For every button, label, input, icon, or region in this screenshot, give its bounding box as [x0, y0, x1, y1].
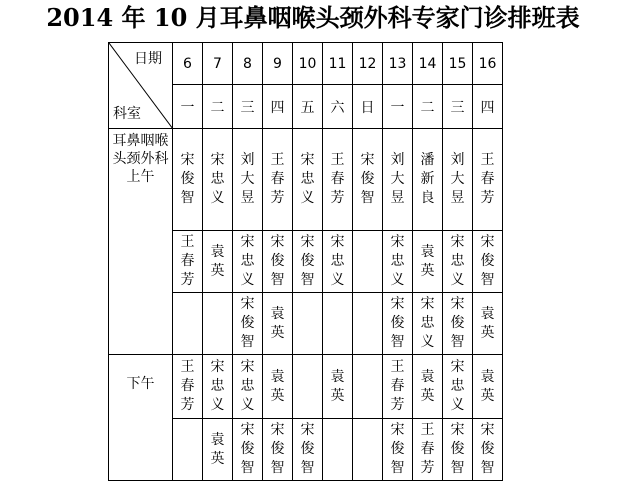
doctor-name: 王春芳 — [420, 422, 435, 476]
doctor-name: 宋忠义 — [390, 234, 405, 288]
doctor-cell — [473, 419, 503, 481]
weekday-cell: 四 — [263, 85, 293, 129]
doctor-name: 宋忠义 — [450, 359, 465, 413]
doctor-cell — [323, 419, 353, 481]
doctor-name: 宋忠义 — [210, 359, 225, 413]
doctor-name: 袁英 — [480, 368, 495, 404]
doctor-name: 宋俊智 — [300, 234, 315, 288]
date-cell: 12 — [353, 43, 383, 85]
doctor-name: 王春芳 — [330, 152, 345, 206]
doctor-cell — [203, 129, 233, 231]
doctor-cell — [293, 231, 323, 293]
doctor-cell — [173, 293, 203, 355]
doctor-name: 宋俊智 — [270, 234, 285, 288]
weekday-cell: 六 — [323, 85, 353, 129]
doctor-name: 宋俊智 — [390, 422, 405, 476]
doctor-cell — [203, 355, 233, 419]
doctor-name: 宋忠义 — [420, 296, 435, 350]
doctor-name: 宋俊智 — [480, 234, 495, 288]
date-cell: 14 — [413, 43, 443, 85]
doctor-name: 宋俊智 — [360, 152, 375, 206]
doctor-cell — [473, 293, 503, 355]
doctor-cell — [203, 419, 233, 481]
doctor-name: 宋俊智 — [450, 296, 465, 350]
weekday-cell: 二 — [413, 85, 443, 129]
doctor-cell — [383, 419, 413, 481]
doctor-name: 宋忠义 — [240, 359, 255, 413]
doctor-name: 袁英 — [210, 431, 225, 467]
dept-label-morning: 耳鼻咽喉头颈外科上午 — [112, 133, 169, 185]
doctor-cell — [353, 419, 383, 481]
date-cell: 10 — [293, 43, 323, 85]
doctor-cell — [173, 355, 203, 419]
doctor-cell — [353, 293, 383, 355]
doctor-name: 王春芳 — [480, 152, 495, 206]
doctor-cell — [173, 231, 203, 293]
doctor-cell — [263, 355, 293, 419]
doctor-name: 宋俊智 — [390, 296, 405, 350]
doctor-cell — [443, 231, 473, 293]
doctor-cell — [323, 129, 353, 231]
doctor-cell — [413, 355, 443, 419]
doctor-cell — [293, 129, 323, 231]
doctor-cell — [443, 355, 473, 419]
date-cell: 8 — [233, 43, 263, 85]
doctor-cell — [353, 231, 383, 293]
dept-cell-afternoon — [109, 355, 173, 481]
doctor-name: 宋忠义 — [330, 234, 345, 288]
date-cell: 15 — [443, 43, 473, 85]
doctor-name: 王春芳 — [180, 359, 195, 413]
doctor-name: 袁英 — [420, 243, 435, 279]
doctor-cell — [353, 355, 383, 419]
doctor-cell — [203, 293, 233, 355]
doctor-cell — [323, 293, 353, 355]
weekday-cell: 日 — [353, 85, 383, 129]
doctor-cell — [413, 129, 443, 231]
doctor-cell — [473, 355, 503, 419]
dept-label-afternoon: 下午 — [126, 376, 155, 392]
doctor-cell — [383, 293, 413, 355]
doctor-cell — [383, 129, 413, 231]
doctor-name: 宋忠义 — [450, 234, 465, 288]
doctor-cell — [233, 419, 263, 481]
doctor-name: 宋忠义 — [240, 234, 255, 288]
doctor-cell — [443, 293, 473, 355]
doctor-name: 王春芳 — [180, 234, 195, 288]
doctor-name: 袁英 — [420, 368, 435, 404]
doctor-cell — [413, 419, 443, 481]
weekday-cell: 四 — [473, 85, 503, 129]
schedule-row — [109, 129, 503, 231]
doctor-name: 袁英 — [480, 305, 495, 341]
doctor-cell — [173, 419, 203, 481]
doctor-name: 刘大昱 — [450, 152, 465, 206]
doctor-name: 袁英 — [330, 368, 345, 404]
date-cell: 7 — [203, 43, 233, 85]
doctor-cell — [263, 419, 293, 481]
weekday-cell: 一 — [173, 85, 203, 129]
doctor-cell — [233, 231, 263, 293]
doctor-name: 刘大昱 — [390, 152, 405, 206]
doctor-cell — [263, 129, 293, 231]
date-cell: 16 — [473, 43, 503, 85]
doctor-cell — [263, 231, 293, 293]
doctor-name: 宋忠义 — [210, 152, 225, 206]
page-title: 2014 年 10 月耳鼻咽喉头颈外科专家门诊排班表 — [46, 3, 580, 32]
dept-cell-morning — [109, 129, 173, 355]
doctor-cell — [233, 129, 263, 231]
doctor-name: 王春芳 — [390, 359, 405, 413]
weekday-cell: 三 — [443, 85, 473, 129]
doctor-name: 宋俊智 — [450, 422, 465, 476]
weekday-cell: 五 — [293, 85, 323, 129]
doctor-name: 宋俊智 — [480, 422, 495, 476]
doctor-name: 宋俊智 — [270, 422, 285, 476]
date-cell: 13 — [383, 43, 413, 85]
doctor-cell — [383, 231, 413, 293]
corner-header-cell — [109, 43, 173, 129]
date-cell: 9 — [263, 43, 293, 85]
doctor-cell — [443, 129, 473, 231]
doctor-cell — [413, 293, 443, 355]
doctor-cell — [233, 355, 263, 419]
doctor-cell — [383, 355, 413, 419]
doctor-name: 宋俊智 — [240, 422, 255, 476]
date-cell: 11 — [323, 43, 353, 85]
doctor-cell — [293, 293, 323, 355]
doctor-name: 刘大昱 — [240, 152, 255, 206]
date-header-label: 日期 — [134, 51, 162, 67]
doctor-cell — [293, 419, 323, 481]
doctor-cell — [353, 129, 383, 231]
doctor-cell — [263, 293, 293, 355]
date-header-row — [109, 43, 503, 85]
doctor-name: 潘新良 — [420, 152, 435, 206]
doctor-cell — [323, 231, 353, 293]
schedule-table — [108, 42, 503, 481]
doctor-cell — [293, 355, 323, 419]
doctor-cell — [473, 129, 503, 231]
doctor-cell — [443, 419, 473, 481]
schedule-row — [109, 355, 503, 419]
doctor-name: 袁英 — [270, 305, 285, 341]
doctor-name: 王春芳 — [270, 152, 285, 206]
doctor-cell — [413, 231, 443, 293]
doctor-name: 宋俊智 — [300, 422, 315, 476]
doctor-cell — [323, 355, 353, 419]
doctor-name: 宋俊智 — [240, 296, 255, 350]
doctor-name: 宋忠义 — [300, 152, 315, 206]
date-cell: 6 — [173, 43, 203, 85]
weekday-cell: 一 — [383, 85, 413, 129]
doctor-cell — [233, 293, 263, 355]
dept-header-label: 科室 — [113, 106, 141, 122]
doctor-cell — [203, 231, 233, 293]
doctor-name: 宋俊智 — [180, 152, 195, 206]
doctor-cell — [173, 129, 203, 231]
doctor-cell — [473, 231, 503, 293]
weekday-cell: 二 — [203, 85, 233, 129]
doctor-name: 袁英 — [270, 368, 285, 404]
weekday-cell: 三 — [233, 85, 263, 129]
doctor-name: 袁英 — [210, 243, 225, 279]
